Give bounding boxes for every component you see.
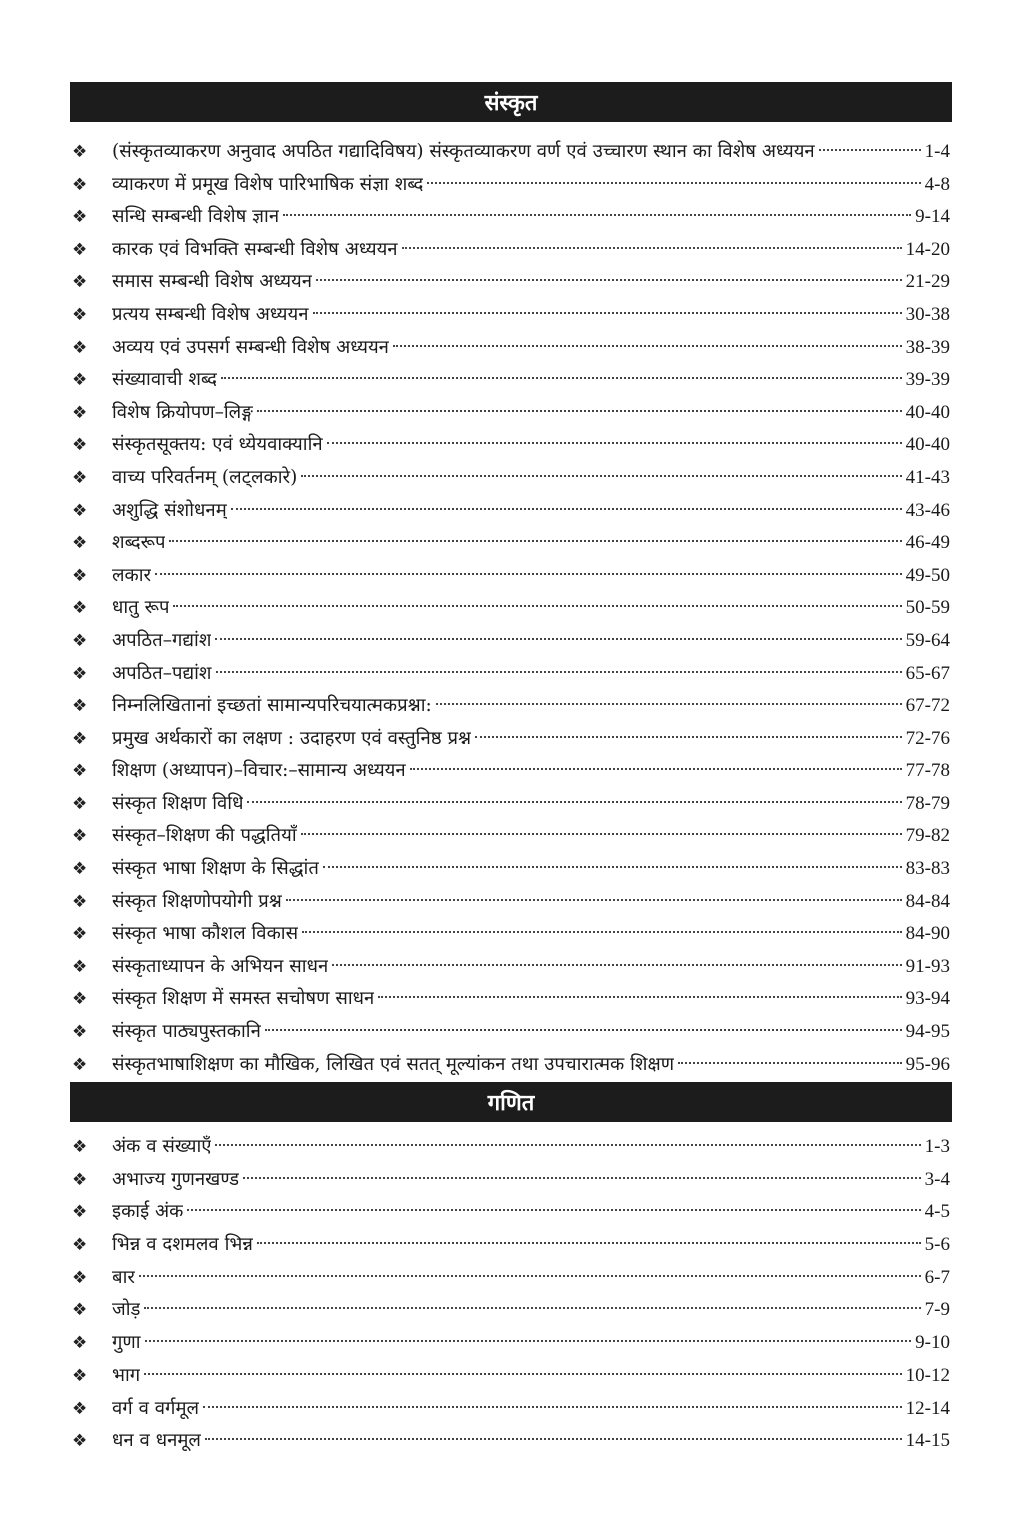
toc-entry bbox=[70, 1049, 950, 1082]
toc-entry-pages: 14-15 bbox=[905, 1430, 950, 1452]
toc-entry-pages: 14-20 bbox=[905, 238, 950, 260]
toc-entry bbox=[70, 266, 950, 299]
toc-entry bbox=[70, 560, 950, 593]
bullet-icon: ❖ bbox=[72, 500, 88, 521]
dot-leader bbox=[286, 899, 902, 901]
toc-entry bbox=[70, 299, 950, 332]
toc-entry-title: प्रत्यय सम्बन्धी विशेष अध्ययन bbox=[112, 303, 309, 325]
bullet-icon: ❖ bbox=[72, 142, 88, 162]
toc-entry-pages: 4-5 bbox=[924, 1201, 950, 1223]
bullet-icon: ❖ bbox=[72, 207, 88, 228]
dot-leader bbox=[155, 573, 902, 575]
toc-entry-pages: 93-94 bbox=[905, 988, 950, 1010]
bullet-icon: ❖ bbox=[72, 598, 88, 619]
toc-entry-title: संस्कृत शिक्षण विधि bbox=[112, 792, 244, 814]
toc-entry-title: अपठित–पद्यांश bbox=[112, 662, 212, 684]
toc-entry-pages: 94-95 bbox=[905, 1021, 950, 1043]
toc-entry bbox=[70, 1196, 950, 1229]
dot-leader bbox=[144, 1373, 901, 1375]
toc-entry-title: भाग bbox=[112, 1364, 141, 1386]
toc-entry-title: जोड़ bbox=[112, 1299, 141, 1321]
toc-entry-pages: 1-4 bbox=[924, 141, 950, 162]
toc-entry-pages: 43-46 bbox=[905, 499, 950, 521]
dot-leader bbox=[145, 1340, 912, 1342]
toc-entry-pages: 21-29 bbox=[905, 271, 950, 293]
bullet-icon: ❖ bbox=[72, 1365, 88, 1386]
toc-entry-title: अव्यय एवं उपसर्ग सम्बन्धी विशेष अध्ययन bbox=[112, 336, 389, 358]
bullet-icon: ❖ bbox=[72, 891, 88, 912]
bullet-icon: ❖ bbox=[72, 304, 88, 325]
toc-entry-pages: 91-93 bbox=[905, 955, 950, 977]
section-heading-math: गणित bbox=[487, 1091, 535, 1116]
toc-entry bbox=[70, 332, 950, 365]
toc-entry-title: अंक व संख्याएँ bbox=[112, 1136, 212, 1157]
dot-leader bbox=[323, 866, 902, 868]
dot-leader bbox=[144, 1307, 920, 1309]
toc-entry bbox=[70, 364, 950, 397]
toc-entry-pages: 41-43 bbox=[905, 466, 950, 488]
toc-entry-title: प्रमुख अर्थकारों का लक्षण : उदाहरण एवं वस्तुनिष्ठ प्रश्न bbox=[112, 727, 472, 749]
bullet-icon: ❖ bbox=[72, 272, 88, 293]
dot-leader bbox=[301, 475, 901, 477]
toc-entry-pages: 38-39 bbox=[905, 336, 950, 358]
dot-leader bbox=[216, 671, 902, 673]
bullet-icon: ❖ bbox=[72, 761, 88, 782]
toc-entry-title: समास सम्बन्धी विशेष अध्ययन bbox=[112, 271, 313, 293]
toc-entry-title: वाच्य परिवर्तनम् (लट्‌लकारे) bbox=[112, 466, 298, 488]
dot-leader bbox=[819, 149, 921, 151]
dot-leader bbox=[427, 182, 920, 184]
bullet-icon: ❖ bbox=[72, 989, 88, 1010]
toc-entry bbox=[70, 1131, 950, 1164]
toc-list-math bbox=[70, 1131, 950, 1458]
toc-entry-pages: 10-12 bbox=[905, 1364, 950, 1386]
toc-entry bbox=[70, 169, 950, 202]
toc-entry-pages: 67-72 bbox=[905, 695, 950, 717]
toc-entry-title: संख्यावाची शब्द bbox=[112, 369, 217, 391]
dot-leader bbox=[215, 1144, 920, 1146]
toc-entry-pages: 4-8 bbox=[924, 173, 950, 195]
toc-entry-pages: 79-82 bbox=[905, 825, 950, 847]
toc-list-sanskrit bbox=[70, 136, 950, 1081]
toc-entry-pages: 7-9 bbox=[924, 1299, 950, 1321]
toc-entry-title: संस्कृत पाठ्यपुस्तकानि bbox=[112, 1021, 261, 1043]
dot-leader bbox=[139, 1275, 921, 1277]
dot-leader bbox=[257, 410, 902, 412]
dot-leader bbox=[302, 931, 902, 933]
bullet-icon: ❖ bbox=[72, 728, 88, 749]
toc-entry-pages: 5-6 bbox=[924, 1234, 950, 1256]
toc-entry-pages: 1-3 bbox=[924, 1136, 950, 1157]
toc-entry-title: भिन्न व दशमलव भिन्न bbox=[112, 1234, 253, 1256]
toc-entry bbox=[70, 1360, 950, 1393]
dot-leader bbox=[283, 214, 911, 216]
toc-entry bbox=[70, 1016, 950, 1049]
dot-leader bbox=[231, 508, 902, 510]
dot-leader bbox=[678, 1062, 902, 1064]
dot-leader bbox=[243, 1177, 921, 1179]
dot-leader bbox=[205, 1438, 902, 1440]
toc-entry bbox=[70, 1425, 950, 1458]
bullet-icon: ❖ bbox=[72, 1202, 88, 1223]
toc-entry-pages: 3-4 bbox=[924, 1168, 950, 1190]
dot-leader bbox=[215, 638, 901, 640]
toc-entry bbox=[70, 462, 950, 495]
dot-leader bbox=[316, 279, 902, 281]
toc-entry-title: संस्कृतसूक्तय: एवं ध्येयवाक्यानि bbox=[112, 434, 323, 456]
bullet-icon: ❖ bbox=[72, 174, 88, 195]
toc-entry-title: व्याकरण में प्रमूख विशेष पारिभाषिक संज्ञा शब्द bbox=[112, 173, 424, 195]
dot-leader bbox=[169, 540, 901, 542]
dot-leader bbox=[410, 768, 902, 770]
bullet-icon: ❖ bbox=[72, 239, 88, 260]
bullet-icon: ❖ bbox=[72, 467, 88, 488]
toc-entry-title: इकाई अंक bbox=[112, 1201, 184, 1223]
toc-entry bbox=[70, 755, 950, 788]
dot-leader bbox=[313, 312, 902, 314]
bullet-icon: ❖ bbox=[72, 337, 88, 358]
bullet-icon: ❖ bbox=[72, 1300, 88, 1321]
toc-entry-pages: 83-83 bbox=[905, 858, 950, 880]
bullet-icon: ❖ bbox=[72, 826, 88, 847]
bullet-icon: ❖ bbox=[72, 924, 88, 945]
toc-entry-title: संस्कृत भाषा शिक्षण के सिद्धांत bbox=[112, 858, 319, 880]
bullet-icon: ❖ bbox=[72, 1398, 88, 1419]
dot-leader bbox=[301, 833, 902, 835]
toc-entry bbox=[70, 918, 950, 951]
toc-entry bbox=[70, 951, 950, 984]
bullet-icon: ❖ bbox=[72, 1431, 88, 1452]
bullet-icon: ❖ bbox=[72, 1267, 88, 1288]
toc-entry-pages: 12-14 bbox=[905, 1397, 950, 1419]
toc-entry-title: (संस्कृतव्याकरण अनुवाद अपठित गद्यादिविषय) संस्कृतव्याकरण वर्ण एवं उच्चारण स्थान का विशेष अध्ययन bbox=[112, 141, 815, 162]
toc-entry-title: संस्कृत शिक्षणोपयोगी प्रश्न bbox=[112, 890, 282, 912]
toc-entry-title: शब्दरूप bbox=[112, 532, 166, 554]
dot-leader bbox=[332, 964, 901, 966]
toc-entry-pages: 6-7 bbox=[924, 1266, 950, 1288]
toc-entry-pages: 49-50 bbox=[905, 564, 950, 586]
toc-entry-title: बार bbox=[112, 1266, 135, 1288]
toc-entry bbox=[70, 886, 950, 919]
dot-leader bbox=[265, 1029, 902, 1031]
dot-leader bbox=[203, 1406, 902, 1408]
toc-entry-pages: 39-39 bbox=[905, 369, 950, 391]
toc-entry-title: निम्नलिखितानां इच्छतां सामान्यपरिचयात्मकप्रश्ना: bbox=[112, 695, 432, 717]
toc-entry bbox=[70, 429, 950, 462]
bullet-icon: ❖ bbox=[72, 663, 88, 684]
bullet-icon: ❖ bbox=[72, 630, 88, 651]
toc-entry-title: कारक एवं विभक्ति सम्बन्धी विशेष अध्ययन bbox=[112, 238, 398, 260]
toc-entry bbox=[70, 1393, 950, 1426]
toc-entry bbox=[70, 788, 950, 821]
toc-entry bbox=[70, 1327, 950, 1360]
toc-entry-pages: 59-64 bbox=[905, 629, 950, 651]
bullet-icon: ❖ bbox=[72, 1333, 88, 1354]
bullet-icon: ❖ bbox=[72, 402, 88, 423]
toc-entry-title: अशुद्धि संशोधनम् bbox=[112, 499, 227, 521]
toc-entry-title: वर्ग व वर्गमूल bbox=[112, 1397, 200, 1419]
toc-entry bbox=[70, 1164, 950, 1197]
toc-entry-pages: 9-14 bbox=[915, 206, 950, 228]
dot-leader bbox=[257, 1242, 921, 1244]
dot-leader bbox=[402, 247, 902, 249]
toc-entry bbox=[70, 820, 950, 853]
toc-entry-pages: 50-59 bbox=[905, 597, 950, 619]
toc-entry-title: धातु रूप bbox=[112, 597, 170, 619]
toc-entry-pages: 77-78 bbox=[905, 760, 950, 782]
toc-entry-pages: 84-90 bbox=[905, 923, 950, 945]
dot-leader bbox=[378, 996, 901, 998]
toc-entry-title: संस्कृताध्यापन के अभियन साधन bbox=[112, 955, 329, 977]
bullet-icon: ❖ bbox=[72, 1169, 88, 1190]
toc-entry-title: विशेष क्रियोपण–लिङ्ग bbox=[112, 401, 253, 423]
toc-entry bbox=[70, 690, 950, 723]
bullet-icon: ❖ bbox=[72, 1235, 88, 1256]
toc-entry bbox=[70, 234, 950, 267]
toc-entry-pages: 78-79 bbox=[905, 792, 950, 814]
dot-leader bbox=[393, 345, 902, 347]
bullet-icon: ❖ bbox=[72, 859, 88, 880]
toc-entry bbox=[70, 723, 950, 756]
dot-leader bbox=[475, 736, 902, 738]
toc-entry-title: गुणा bbox=[112, 1332, 141, 1354]
bullet-icon: ❖ bbox=[72, 435, 88, 456]
dot-leader bbox=[173, 605, 901, 607]
dot-leader bbox=[327, 442, 902, 444]
dot-leader bbox=[187, 1209, 920, 1211]
toc-entry-title: शिक्षण (अध्यापन)–विचार:–सामान्य अध्ययन bbox=[112, 760, 406, 782]
bullet-icon: ❖ bbox=[72, 956, 88, 977]
toc-entry-pages: 40-40 bbox=[905, 434, 950, 456]
toc-entry-title: संस्कृत–शिक्षण की पद्धतियाँ bbox=[112, 825, 297, 847]
bullet-icon: ❖ bbox=[72, 533, 88, 554]
toc-entry-title: अभाज्य गुणनखण्ड bbox=[112, 1168, 240, 1190]
toc-entry bbox=[70, 397, 950, 430]
toc-entry-title: संस्कृत शिक्षण में समस्त सचोषण साधन bbox=[112, 988, 375, 1010]
dot-leader bbox=[436, 703, 902, 705]
bullet-icon: ❖ bbox=[72, 696, 88, 717]
toc-entry-pages: 95-96 bbox=[905, 1053, 950, 1075]
toc-entry bbox=[70, 201, 950, 234]
toc-entry-pages: 40-40 bbox=[905, 401, 950, 423]
toc-entry-pages: 30-38 bbox=[905, 303, 950, 325]
bullet-icon: ❖ bbox=[72, 1054, 88, 1075]
dot-leader bbox=[247, 801, 901, 803]
bullet-icon: ❖ bbox=[72, 1137, 88, 1157]
toc-entry bbox=[70, 527, 950, 560]
toc-entry bbox=[70, 983, 950, 1016]
toc-entry bbox=[70, 136, 950, 169]
toc-entry bbox=[70, 853, 950, 886]
toc-entry-title: लकार bbox=[112, 564, 152, 586]
dot-leader bbox=[221, 377, 902, 379]
toc-entry-pages: 46-49 bbox=[905, 532, 950, 554]
toc-entry bbox=[70, 625, 950, 658]
toc-entry-pages: 9-10 bbox=[915, 1332, 950, 1354]
bullet-icon: ❖ bbox=[72, 1022, 88, 1043]
toc-entry bbox=[70, 1262, 950, 1295]
toc-entry-title: धन व धनमूल bbox=[112, 1430, 201, 1452]
bullet-icon: ❖ bbox=[72, 370, 88, 391]
toc-entry bbox=[70, 495, 950, 528]
toc-entry-pages: 65-67 bbox=[905, 662, 950, 684]
toc-entry-title: संस्कृत भाषा कौशल विकास bbox=[112, 923, 299, 945]
toc-entry bbox=[70, 658, 950, 691]
toc-entry-pages: 84-84 bbox=[905, 890, 950, 912]
section-header-math bbox=[70, 1082, 952, 1122]
toc-entry-title: अपठित–गद्यांश bbox=[112, 629, 212, 651]
section-heading-sanskrit: संस्कृत bbox=[484, 91, 538, 116]
bullet-icon: ❖ bbox=[72, 565, 88, 586]
toc-entry-title: सन्धि सम्बन्धी विशेष ज्ञान bbox=[112, 206, 280, 228]
bullet-icon: ❖ bbox=[72, 793, 88, 814]
toc-entry bbox=[70, 592, 950, 625]
toc-entry bbox=[70, 1294, 950, 1327]
toc-entry-pages: 72-76 bbox=[905, 727, 950, 749]
section-header-sanskrit bbox=[70, 82, 952, 122]
toc-entry-title: संस्कृतभाषाशिक्षण का मौखिक, लिखित एवं सतत् मूल्यांकन तथा उपचारात्मक शिक्षण bbox=[112, 1053, 675, 1075]
toc-entry bbox=[70, 1229, 950, 1262]
